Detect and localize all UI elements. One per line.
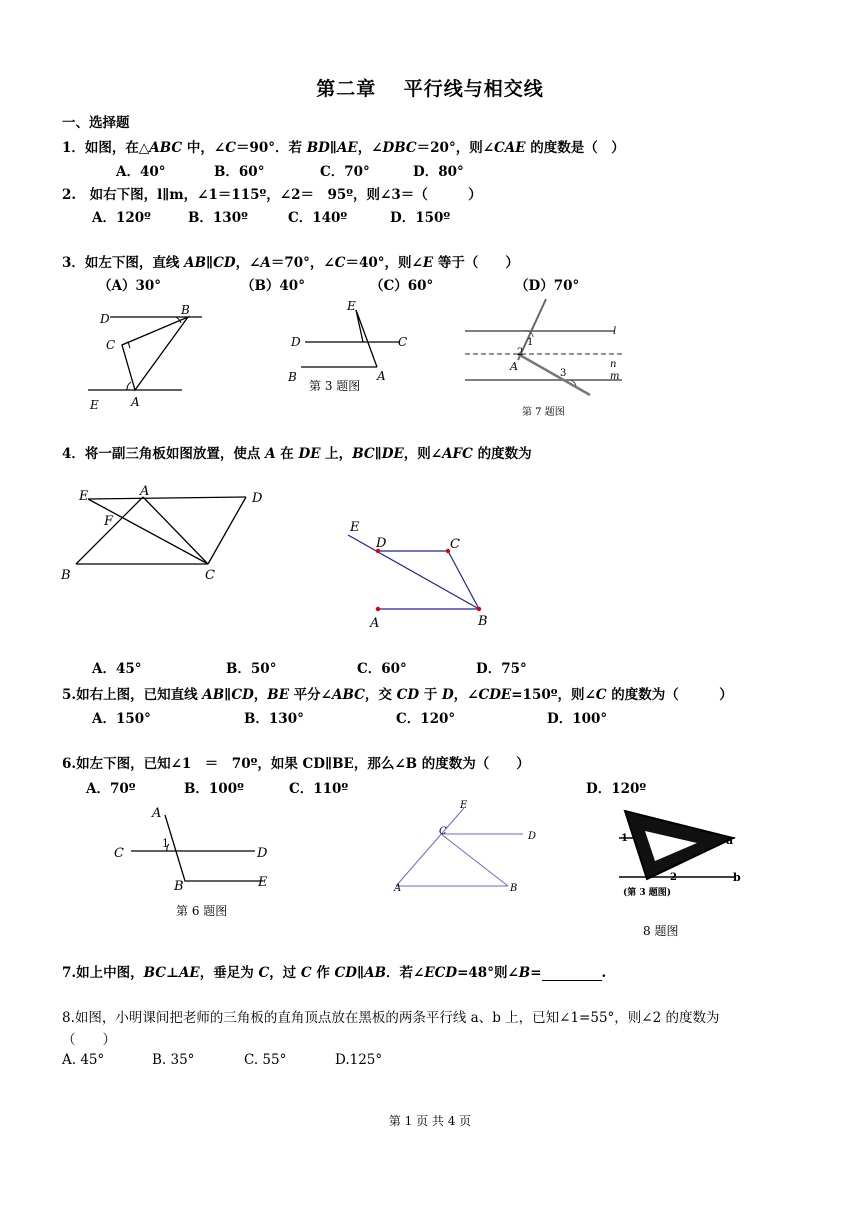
label-c: C — [114, 846, 124, 861]
angle-1-label: 1 — [621, 833, 628, 844]
q5-option-b: B．130° — [244, 711, 304, 727]
q4-option-d: D．75° — [476, 661, 527, 677]
angle-1-label: 1 — [527, 337, 534, 348]
angle-3-label: 3 — [560, 368, 567, 379]
question-5: 5.如右上图，已知直线 AB∥CD，BE 平分∠ABC，交 CD 于 D，∠CDE=150º，则∠C 的度数为（ ） — [62, 687, 733, 703]
label-e: E — [90, 398, 99, 412]
label-c: C — [439, 826, 447, 837]
inner-caption: (第 3 题图) — [623, 888, 672, 898]
q8-option-d: D.125° — [335, 1052, 383, 1068]
q5-option-d: D．100° — [547, 711, 608, 727]
figure-q8-set-square — [585, 795, 760, 945]
q8-option-c: C. 55° — [244, 1052, 287, 1068]
figure-q4-triangles — [58, 484, 273, 584]
question-7: 7.如上中图，BC⊥AE，垂足为 C，过 C 作 CD∥AB．若∠ECD=48°则∠B= . — [62, 965, 607, 981]
label-d: D — [257, 846, 268, 861]
figure-q6-parallel — [108, 800, 283, 925]
label-b: B — [181, 303, 190, 317]
label-c: C — [106, 338, 116, 352]
q4-option-c: C．60° — [357, 661, 407, 677]
label-b: b — [733, 871, 741, 884]
figure-caption: 8 题图 — [643, 924, 679, 938]
question-4: 4．将一副三角板如图放置，使点 A 在 DE 上，BC∥DE，则∠AFC 的度数为 — [62, 446, 532, 462]
label-d: D — [100, 312, 110, 326]
q6-option-b: B．100º — [184, 781, 244, 797]
label-e: E — [460, 800, 468, 811]
question-8: 8.如图，小明课间把老师的三角板的直角顶点放在黑板的两条平行线 a、b 上，已知∠1=55°，则∠2 的度数为 — [62, 1010, 720, 1026]
q4-option-a: A．45° — [92, 661, 142, 677]
label-c: C — [398, 335, 408, 349]
label-d: D — [376, 536, 387, 551]
q1-option-d: D．80° — [413, 164, 464, 180]
label-a: A — [370, 616, 380, 631]
label-a: a — [726, 834, 734, 847]
label-b: B — [478, 614, 488, 629]
q2-option-a: A．120º — [92, 210, 151, 226]
label-b: B — [174, 879, 184, 894]
label-n: n — [610, 359, 617, 370]
q3-option-a: （A）30° — [98, 278, 162, 294]
q2-option-b: B．130º — [188, 210, 248, 226]
label-b: B — [61, 568, 71, 583]
figure-caption: 第 3 题图 — [309, 379, 361, 393]
label-e: E — [350, 520, 360, 535]
label-a: A — [510, 360, 518, 373]
label-c: C — [205, 568, 215, 583]
label-l: l — [613, 326, 617, 337]
q3-option-d: （D）70° — [515, 278, 580, 294]
label-m: m — [610, 371, 620, 382]
label-a: A — [131, 395, 140, 409]
q2-option-c: C．140º — [288, 210, 348, 226]
label-b: B — [510, 883, 518, 894]
q6-option-a: A．70º — [86, 781, 136, 797]
question-1: 1．如图，在△ABC 中，∠C＝90°．若 BD∥AE，∠DBC＝20°，则∠CAE 的度数是（ ） — [62, 140, 625, 156]
angle-1-label: 1 — [162, 837, 169, 850]
figure-caption: 第 6 题图 — [176, 904, 228, 918]
figure-q5-bisector — [342, 515, 502, 633]
q8-option-b: B. 35° — [152, 1052, 195, 1068]
figure-caption: 第 7 题图 — [522, 407, 565, 418]
label-a: A — [152, 806, 162, 821]
figure-q3-zigzag — [285, 298, 415, 398]
question-3: 3．如左下图，直线 AB∥CD，∠A＝70°，∠C＝40°，则∠E 等于（ ） — [62, 255, 519, 271]
q6-option-c: C．110º — [289, 781, 349, 797]
q5-option-c: C．120° — [396, 711, 456, 727]
page-footer: 第 1 页 共 4 页 — [388, 1114, 472, 1128]
question-6: 6.如左下图，已知∠1 ＝ 70º，如果 CD∥BE，那么∠B 的度数为（ ） — [62, 756, 530, 772]
q4-option-b: B．50° — [226, 661, 277, 677]
label-b: B — [288, 370, 297, 384]
section-heading: 一、选择题 — [62, 115, 130, 131]
question-8-paren: （ ） — [62, 1032, 116, 1048]
q1-option-a: A．40° — [116, 164, 166, 180]
angle-2-label: 2 — [517, 347, 524, 358]
label-a: A — [394, 883, 402, 894]
q8-option-a: A. 45° — [62, 1052, 105, 1068]
figure-q1-triangle — [80, 300, 210, 415]
label-a: A — [377, 369, 386, 383]
label-c: C — [450, 537, 460, 552]
q6-option-d: D．120º — [586, 781, 647, 797]
label-e: E — [347, 299, 356, 313]
label-d: D — [291, 335, 301, 349]
q5-option-a: A．150° — [92, 711, 151, 727]
label-e: E — [79, 489, 89, 504]
figure-q7-perpendicular — [388, 798, 548, 903]
page-title: 第二章 平行线与相交线 — [316, 78, 544, 100]
label-d: D — [528, 831, 537, 842]
label-d: D — [252, 491, 263, 506]
q3-option-c: （C）60° — [370, 278, 434, 294]
label-a: A — [140, 484, 150, 499]
figure-parallel-lines-lnm — [462, 298, 632, 423]
q1-option-c: C．70° — [320, 164, 370, 180]
label-f: F — [104, 514, 114, 529]
answer-blank[interactable] — [542, 966, 602, 981]
q2-option-d: D．150º — [390, 210, 451, 226]
q1-option-b: B．60° — [214, 164, 265, 180]
question-2: 2. 如右下图，l∥m，∠1＝115º，∠2＝ 95º，则∠3＝（ ） — [62, 187, 482, 203]
q3-option-b: （B）40° — [241, 278, 305, 294]
angle-2-label: 2 — [670, 872, 677, 883]
label-e: E — [258, 875, 268, 890]
